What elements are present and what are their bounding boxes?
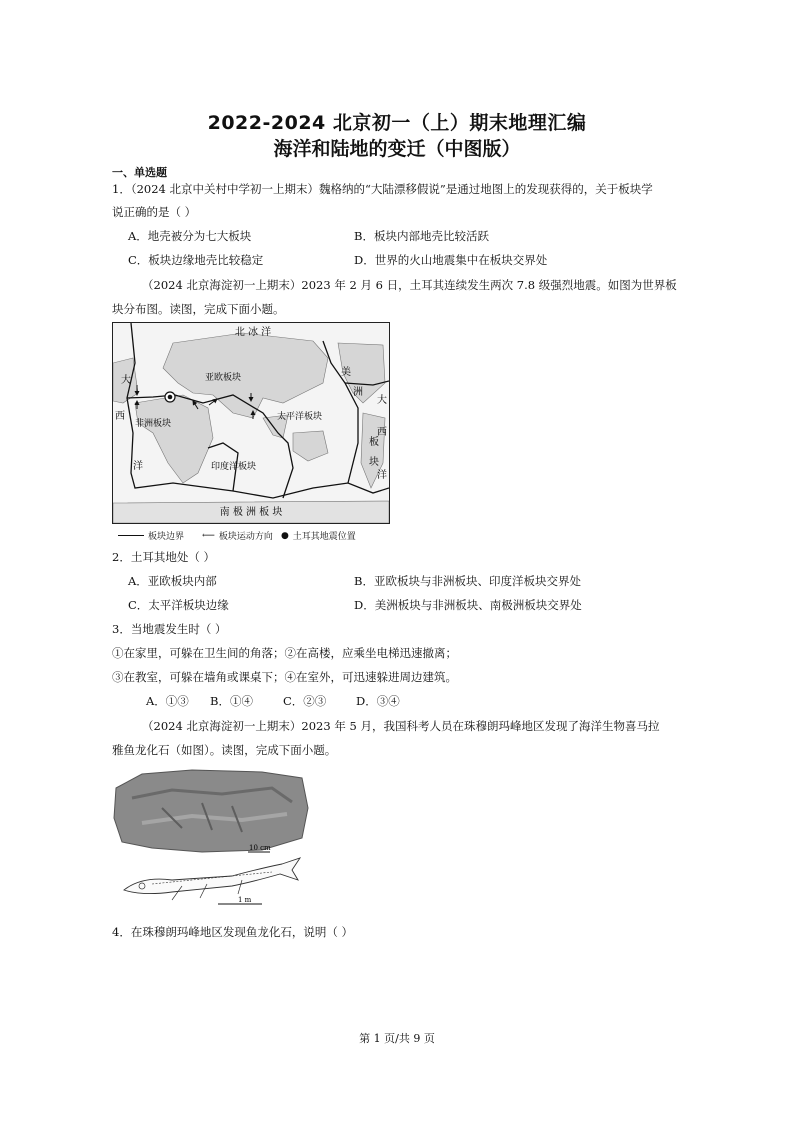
label-antarctic-plate: 南 极 洲 板 块: [219, 507, 283, 518]
q1-stem-line2: 说正确的是（ ）: [112, 205, 197, 219]
q3-option-a: A．①③: [146, 694, 189, 708]
label-atlantic-right-2: 西: [377, 427, 387, 438]
page-footer: 第 1 页/共 9 页: [359, 1032, 435, 1045]
legend-boundary-label: 板块边界: [148, 532, 185, 542]
document-title: 2022-2024 北京初一（上）期末地理汇编: [207, 112, 587, 134]
label-indian-plate: 印度洋板块: [211, 462, 257, 472]
q3-option-c: C．②③: [283, 694, 327, 708]
q2-option-b: B．亚欧板块与非洲板块、印度洋板块交界处: [354, 574, 581, 588]
q3-line1: ①在家里，可躲在卫生间的角落；②在高楼，应乘坐电梯迅速撤离；: [112, 646, 457, 660]
legend-dot-icon: ●: [280, 530, 289, 541]
label-atlantic-right-3: 洋: [377, 470, 387, 481]
label-pacific-plate: 太平洋板块: [277, 412, 323, 422]
label-north-ice: 北 冰 洋: [234, 327, 272, 338]
intro1-line1: （2024 北京海淀初一上期末）2023 年 2 月 6 日，土耳其连续发生两次 7.8 级强烈地震。如图为世界板: [142, 278, 677, 292]
q1-option-b: B．板块内部地壳比较活跃: [354, 229, 489, 243]
q3-stem: 3．当地震发生时（ ）: [112, 622, 227, 636]
q2-option-c: C．太平洋板块边缘: [128, 598, 229, 612]
label-eurasian-plate: 亚欧板块: [205, 373, 242, 383]
intro2-line2: 雅鱼龙化石（如图）。读图，完成下面小题。: [112, 743, 337, 757]
scale-10cm-label: 10 cm: [249, 844, 271, 852]
label-atlantic-right-1: 大: [377, 395, 387, 406]
legend-motion-label: 板块运动方向: [218, 532, 273, 542]
q1-option-d: D．世界的火山地震集中在板块交界处: [354, 253, 548, 267]
q2-stem: 2．土耳其地处（ ）: [112, 550, 215, 564]
q3-option-b: B．①④: [210, 694, 253, 708]
label-american-1: 美: [341, 367, 351, 378]
q2-option-a: A．亚欧板块内部: [128, 574, 217, 588]
label-atlantic-left-2: 西: [115, 411, 125, 422]
intro2-line1: （2024 北京海淀初一上期末）2023 年 5 月，我国科考人员在珠穆朗玛峰地区发现了海洋生物喜马拉: [142, 719, 660, 733]
fossil-drawing: [112, 768, 310, 908]
legend-arrow-icon: ⟵: [202, 530, 215, 541]
q1-stem-line1: 1．（2024 北京中关村中学初一上期末）魏格纳的“大陆漂移假说”是通过地图上的发现获得的，关于板块学: [112, 182, 653, 196]
label-atlantic-left-3: 洋: [133, 461, 143, 472]
plate-map-drawing: [113, 323, 389, 523]
q1-option-c: C．板块边缘地壳比较稳定: [128, 253, 264, 267]
q4-stem: 4．在珠穆朗玛峰地区发现鱼龙化石，说明（ ）: [112, 925, 353, 939]
world-plate-map: [112, 322, 390, 524]
label-plate-2: 块: [369, 457, 379, 468]
label-african-plate: 非洲板块: [135, 419, 172, 429]
document-subtitle: 海洋和陆地的变迁（中图版）: [273, 138, 521, 160]
scale-1m-label: 1 m: [238, 896, 252, 904]
legend-boundary-line: [118, 535, 144, 536]
legend-turkey-label: 土耳其地震位置: [292, 532, 356, 542]
map-legend: [118, 529, 356, 542]
q2-option-d: D．美洲板块与非洲板块、南极洲板块交界处: [354, 598, 582, 612]
label-atlantic-left-1: 大: [121, 375, 131, 386]
q1-option-a: A．地壳被分为七大板块: [128, 229, 252, 243]
section-heading: 一、单选题: [112, 166, 167, 179]
label-plate-1: 板: [369, 437, 379, 448]
q3-option-d: D．③④: [356, 694, 400, 708]
turkey-location-dot: [168, 395, 173, 400]
intro1-line2: 块分布图。读图，完成下面小题。: [112, 302, 285, 316]
q3-line2: ③在教室，可躲在墙角或课桌下；④在室外，可迅速躲进周边建筑。: [112, 670, 457, 684]
label-american-2: 洲: [353, 387, 363, 398]
ichthyosaur-fossil-figure: [112, 768, 310, 908]
